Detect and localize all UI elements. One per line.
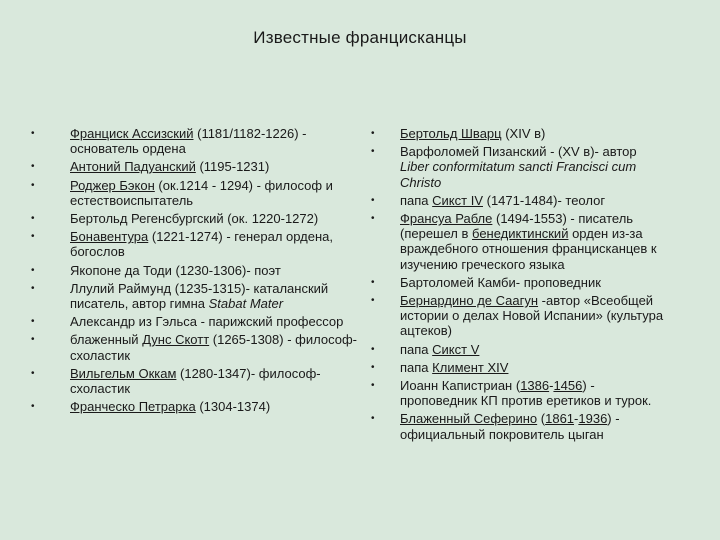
item-text: (1265-1308) - философ-схоластик [70,332,357,363]
item-text: (1471-1484)- теолог [483,192,606,208]
item-text: папа [400,341,433,357]
bullet-icon: • [371,343,375,355]
item-text: (1221-1274) - генерал ордена, богослов [70,229,334,260]
bullet-icon: • [31,161,35,173]
person-link[interactable]: Климент XIV [432,359,509,375]
item-text: блаженный [70,332,143,348]
bullet-icon: • [31,282,35,294]
bullet-icon: • [31,316,35,328]
list-item [28,281,358,311]
list-item [368,293,668,339]
list-item [368,275,668,290]
work-title: Stabat Mater [208,296,284,312]
bullet-icon: • [371,213,375,225]
list-item [368,126,668,141]
person-link[interactable]: Дунс Скотт [142,332,210,348]
bullet-icon: • [371,128,375,139]
person-link[interactable]: 1456 [553,378,583,394]
person-link[interactable]: 1861 [545,411,575,427]
list-item [28,314,358,329]
item-text: ) - официальный покровитель цыган [400,411,620,442]
item-text: орден из-за враждебного отношения францисканцев к изучению греческого языка [400,226,657,272]
bullet-icon: • [31,231,35,243]
work-title: Liber conformitatum sancti Francisci cum Christo [400,159,637,190]
item-text: Бартоломей Камби- проповедник [400,274,601,290]
person-link[interactable]: Сикст IV [432,192,483,208]
item-text: Александр из Гэльса - парижский профессор [70,314,344,330]
item-text: - [549,378,554,394]
person-link[interactable]: Франческо Петрарка [70,399,196,415]
list-item [368,360,668,375]
item-text: - [574,411,579,427]
list-item [28,399,358,414]
list-item [368,211,668,272]
list-item [368,193,668,208]
person-link[interactable]: Бонавентура [70,229,149,245]
list-item [28,211,358,226]
item-text: Бертольд Регенсбургский (ок. 1220-1272) [70,211,319,227]
list-item [28,263,358,278]
bullet-icon: • [31,264,35,276]
list-item [28,366,358,396]
list-item [28,178,358,208]
bullet-icon: • [371,413,375,425]
person-link[interactable]: Бернардино де Саагун [400,293,539,309]
item-text: (ок.1214 - 1294) - философ и естествоиспытатель [70,177,333,208]
item-text: (1195-1231) [195,159,270,175]
bullet-icon: • [371,146,375,158]
bullet-icon: • [31,334,35,346]
item-text: Варфоломей Пизанский - (XV в)- автор [400,144,637,160]
person-link[interactable]: 1936 [578,411,608,427]
item-text: ( [537,411,546,427]
bullet-icon: • [31,401,35,413]
person-link[interactable]: 1386 [520,378,550,394]
item-text: -автор «Всеобщей истории о делах Новой Испании» (культура ацтеков) [400,293,664,339]
item-text: (1280-1347)- философ-схоластик [70,365,321,397]
slide-title: Известные францисканцы [253,28,467,47]
list-item [368,378,668,408]
item-text: (XIV в) [501,126,546,141]
list-item [28,229,358,259]
bullet-icon: • [31,213,35,225]
right-column [368,126,668,445]
item-text: (1494-1553) - писатель (перешел в [400,211,634,242]
person-link[interactable]: Блаженный Сеферино [400,411,538,427]
item-text: папа [400,192,433,208]
list-item [28,126,358,156]
item-text: Иоанн Капистриан ( [400,378,521,394]
bullet-icon: • [371,194,375,206]
item-text: (1181/1182-1226) - основатель ордена [70,126,307,157]
bullet-icon: • [31,179,35,191]
list-item [368,411,668,441]
list-item [368,144,668,190]
person-link[interactable]: бенедиктинский [472,226,569,242]
list-item [28,332,358,362]
person-link[interactable]: Франциск Ассизский [70,126,194,141]
person-link[interactable]: Вильгельм Оккам [70,365,177,381]
item-text: Якопоне да Тоди (1230-1306)- поэт [70,262,281,278]
bullet-icon: • [31,128,35,139]
item-text: папа [400,359,433,375]
person-link[interactable]: Роджер Бэкон [70,177,155,193]
person-link[interactable]: Антоний Падуанский [70,159,196,175]
bullet-icon: • [371,380,375,392]
item-text: (1304-1374) [195,399,271,415]
person-link[interactable]: Бертольд Шварц [400,126,502,141]
list-item [368,342,668,357]
bullet-icon: • [371,361,375,373]
list-item [28,159,358,174]
item-text: ) - проповедник КП против еретиков и турок. [400,378,652,409]
item-text: Ллулий Раймунд (1235-1315)- каталанский писатель, автор гимна [70,280,329,312]
bullet-icon: • [371,295,375,307]
left-column [28,126,358,417]
bullet-icon: • [371,276,375,288]
person-link[interactable]: Франсуа Рабле [400,211,493,227]
person-link[interactable]: Сикст V [432,341,480,357]
bullet-icon: • [31,367,35,379]
